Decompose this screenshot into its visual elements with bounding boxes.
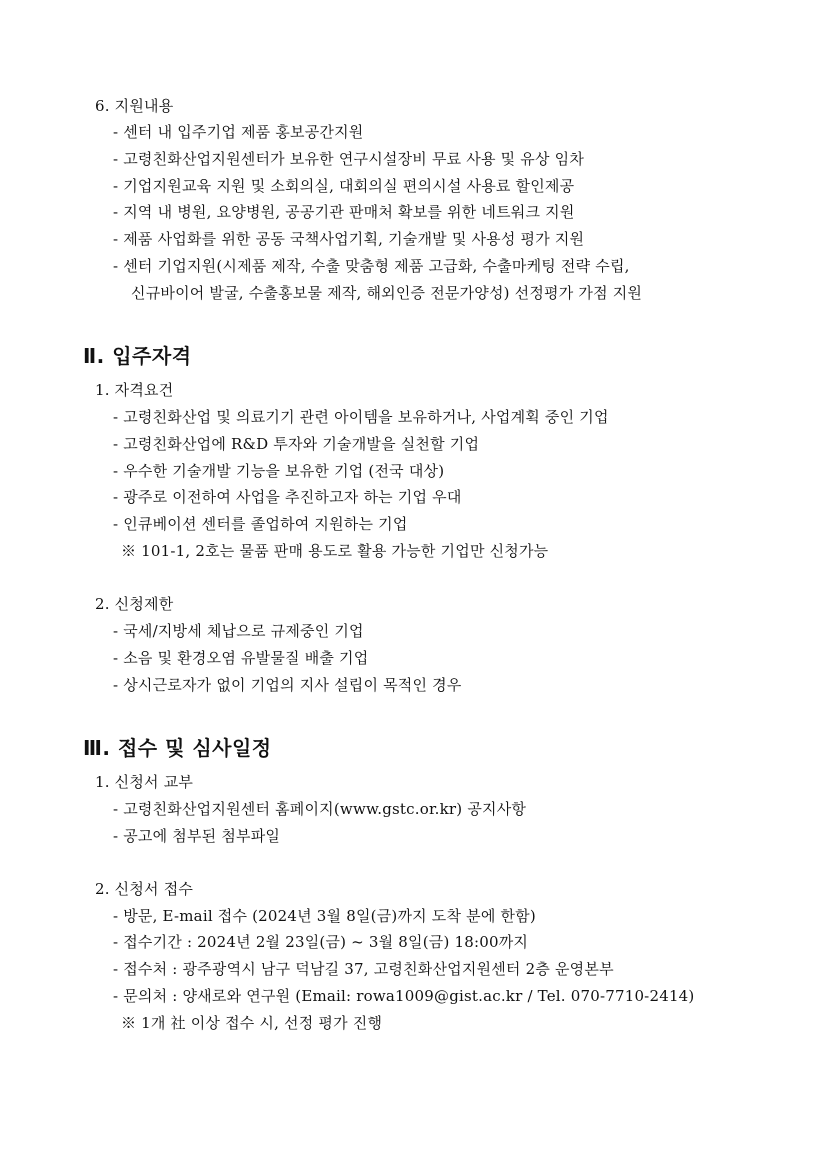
- list-item-continuation: 신규바이어 발굴, 수출홍보물 제작, 해외인증 전문가양성) 선정평가 가점 지원: [131, 284, 643, 302]
- list-item: - 고령친화산업에 R&D 투자와 기술개발을 실천할 기업: [113, 435, 480, 453]
- subsection-title-submission: 2. 신청서 접수: [95, 880, 194, 898]
- subsection-title-distribution: 1. 신청서 교부: [95, 773, 194, 791]
- note: ※ 1개 社 이상 접수 시, 선정 평가 진행: [121, 1014, 383, 1032]
- list-item: - 지역 내 병원, 요양병원, 공공기관 판매처 확보를 위한 네트워크 지원: [113, 203, 575, 221]
- list-item: - 우수한 기술개발 기능을 보유한 기업 (전국 대상): [113, 462, 445, 480]
- section-6-title: 6. 지원내용: [95, 97, 174, 115]
- list-item: - 인큐베이션 센터를 졸업하여 지원하는 기업: [113, 515, 408, 533]
- list-item: - 기업지원교육 지원 및 소회의실, 대회의실 편의시설 사용료 할인제공: [113, 177, 575, 195]
- list-item: - 문의처 : 양새로와 연구원 (Email: rowa1009@gist.ac.kr / Tel. 070-7710-2414): [113, 987, 695, 1005]
- section-heading-schedule: Ⅲ. 접수 및 심사일정: [83, 736, 272, 760]
- list-item: - 센터 내 입주기업 제품 홍보공간지원: [113, 123, 364, 141]
- subsection-title-requirements: 1. 자격요건: [95, 381, 174, 399]
- list-item: - 접수기간 : 2024년 2월 23일(금) ~ 3월 8일(금) 18:00까지: [113, 933, 529, 951]
- list-item: - 상시근로자가 없이 기업의 지사 설립이 목적인 경우: [113, 676, 462, 694]
- list-item: - 제품 사업화를 위한 공동 국책사업기획, 기술개발 및 사용성 평가 지원: [113, 230, 585, 248]
- list-item: - 공고에 첨부된 첨부파일: [113, 827, 281, 845]
- list-item: - 고령친화산업 및 의료기기 관련 아이템을 보유하거나, 사업계획 중인 기업: [113, 408, 609, 426]
- list-item: - 고령친화산업지원센터가 보유한 연구시설장비 무료 사용 및 유상 임차: [113, 150, 585, 168]
- note: ※ 101-1, 2호는 물품 판매 용도로 활용 가능한 기업만 신청가능: [121, 542, 549, 560]
- list-item: - 광주로 이전하여 사업을 추진하고자 하는 기업 우대: [113, 488, 462, 506]
- section-heading-eligibility: Ⅱ. 입주자격: [83, 344, 192, 368]
- list-item: - 고령친화산업지원센터 홈페이지(www.gstc.or.kr) 공지사항: [113, 800, 527, 818]
- list-item: - 국세/지방세 체납으로 규제중인 기업: [113, 622, 364, 640]
- list-item: - 소음 및 환경오염 유발물질 배출 기업: [113, 649, 369, 667]
- list-item: - 접수처 : 광주광역시 남구 덕남길 37, 고령친화산업지원센터 2층 운영본부: [113, 960, 614, 978]
- list-item: - 방문, E-mail 접수 (2024년 3월 8일(금)까지 도착 분에 한함): [113, 907, 536, 925]
- list-item: - 센터 기업지원(시제품 제작, 수출 맞춤형 제품 고급화, 수출마케팅 전략 수립,: [113, 257, 630, 275]
- subsection-title-restrictions: 2. 신청제한: [95, 595, 174, 613]
